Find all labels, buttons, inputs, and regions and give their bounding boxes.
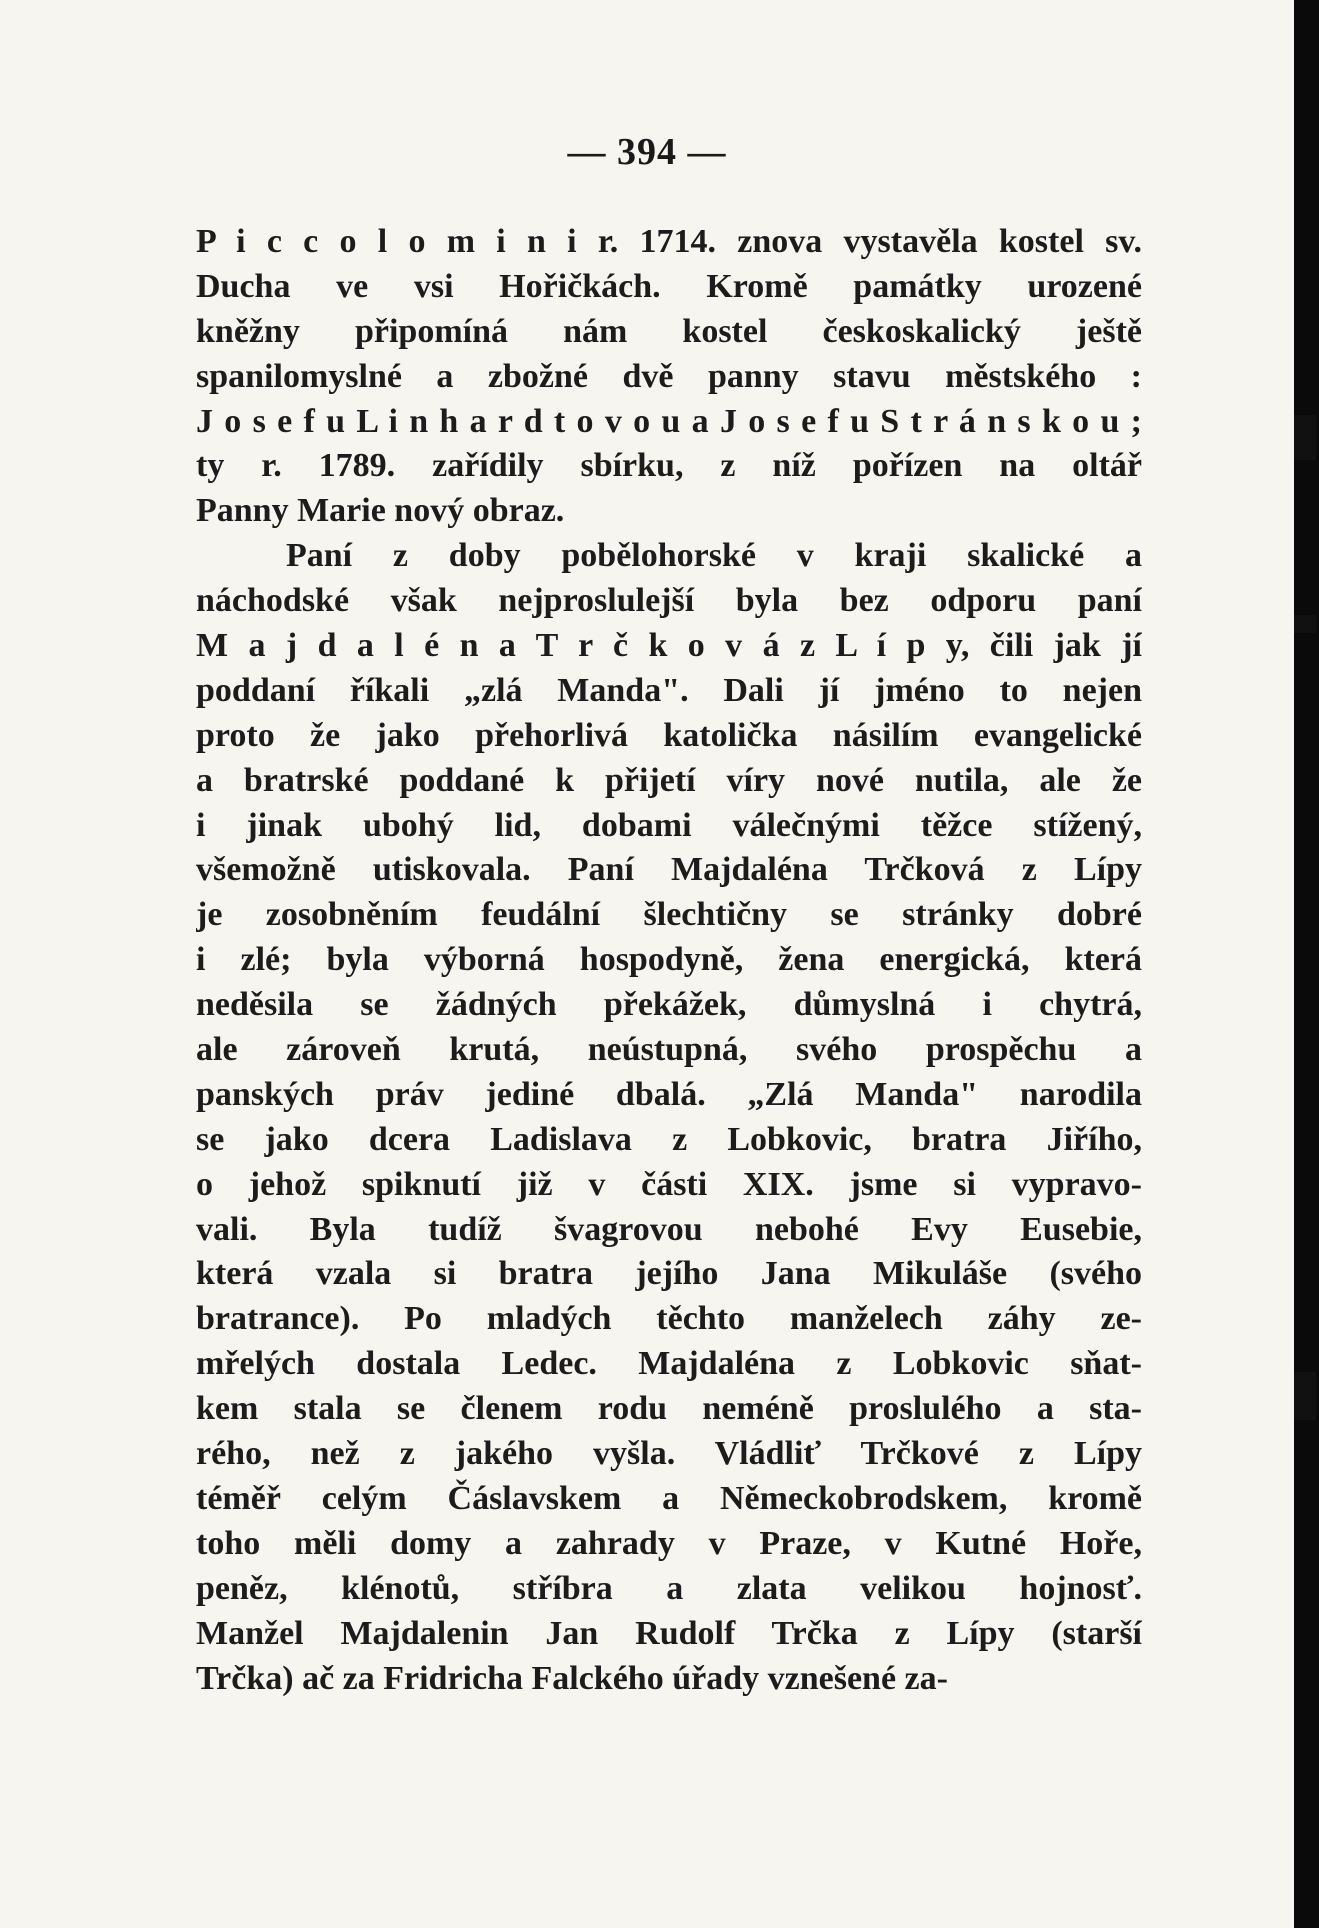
text-line: mřelých dostala Ledec. Majdaléna z Lobkovic sňat- — [196, 1345, 1142, 1383]
text-line: proto že jako přehorlivá katolička násilím evangelické — [196, 716, 1142, 754]
text-line: a bratrské poddané k přijetí víry nové nutila, ale že — [196, 761, 1142, 799]
text-line: vali. Byla tudíž švagrovou nebohé Evy Eusebie, — [196, 1210, 1142, 1248]
text-line: ale zároveň krutá, neústupná, svého prospěchu a — [196, 1031, 1142, 1069]
page-number: — 394 — — [567, 131, 727, 173]
text-line: Paní z doby pobělohorské v kraji skalické a — [286, 537, 1142, 575]
text-line: neděsila se žádných překážek, důmyslná i chytrá, — [196, 986, 1142, 1024]
binding-mark — [1294, 615, 1316, 633]
text-line: M a j d a l é n a T r č k o v á z L í p y, čili jak jí — [196, 627, 1142, 665]
text-line: Trčka) ač za Fridricha Falckého úřady vznešené za- — [196, 1659, 948, 1697]
text-line: o jehož spiknutí již v části XIX. jsme si vypravo- — [196, 1165, 1142, 1203]
text-line: peněz, klénotů, stříbra a zlata velikou hojnosť. — [196, 1569, 1142, 1607]
text-line: kem stala se členem rodu neméně proslulého a sta- — [196, 1390, 1142, 1428]
body-text — [196, 220, 1142, 1701]
binding-mark — [1294, 415, 1316, 460]
text-line: poddaní říkali „zlá Manda". Dali jí jméno to nejen — [196, 671, 1142, 709]
text-line: ty r. 1789. zařídily sbírku, z níž pořízen na oltář — [196, 447, 1142, 485]
text-line: rého, než z jakého vyšla. Vládliť Trčkové z Lípy — [196, 1435, 1142, 1473]
text-line: i jinak ubohý lid, dobami válečnými těžce stížený, — [196, 806, 1142, 844]
text-line: i zlé; byla výborná hospodyně, žena energická, která — [196, 941, 1142, 979]
text-line: bratrance). Po mladých těchto manželech záhy ze- — [196, 1300, 1142, 1338]
text-line: panských práv jediné dbalá. „Zlá Manda" narodila — [196, 1075, 1142, 1113]
text-line: náchodské však nejproslulejší byla bez odporu paní — [196, 582, 1142, 620]
text-line: spanilomyslné a zbožné dvě panny stavu městského : — [196, 357, 1142, 395]
text-line: se jako dcera Ladislava z Lobkovic, bratra Jiřího, — [196, 1120, 1142, 1158]
text-line: kněžny připomíná nám kostel českoskalický ještě — [196, 312, 1142, 350]
text-line: Ducha ve vsi Hořičkách. Kromě památky urozené — [196, 267, 1142, 305]
scan-border — [1294, 0, 1319, 1928]
text-line: všemožně utiskovala. Paní Majdaléna Trčková z Lípy — [196, 851, 1142, 889]
text-line: téměř celým Čáslavskem a Německobrodskem, kromě — [196, 1479, 1142, 1517]
text-line: která vzala si bratra jejího Jana Mikuláše (svého — [196, 1255, 1142, 1293]
binding-mark — [1294, 1372, 1316, 1420]
text-line: toho měli domy a zahrady v Praze, v Kutné Hoře, — [196, 1524, 1142, 1562]
text-line: P i c c o l o m i n i r. 1714. znova vystavěla kostel sv. — [196, 223, 1142, 260]
text-line: Panny Marie nový obraz. — [196, 492, 565, 530]
text-line: je zosobněním feudální šlechtičny se stránky dobré — [196, 896, 1142, 934]
text-line: J o s e f u L i n h a r d t o v o u a J o s e f u S t r á n s k o u ; — [196, 402, 1142, 440]
text-line: Manžel Majdalenin Jan Rudolf Trčka z Lípy (starší — [196, 1614, 1142, 1652]
